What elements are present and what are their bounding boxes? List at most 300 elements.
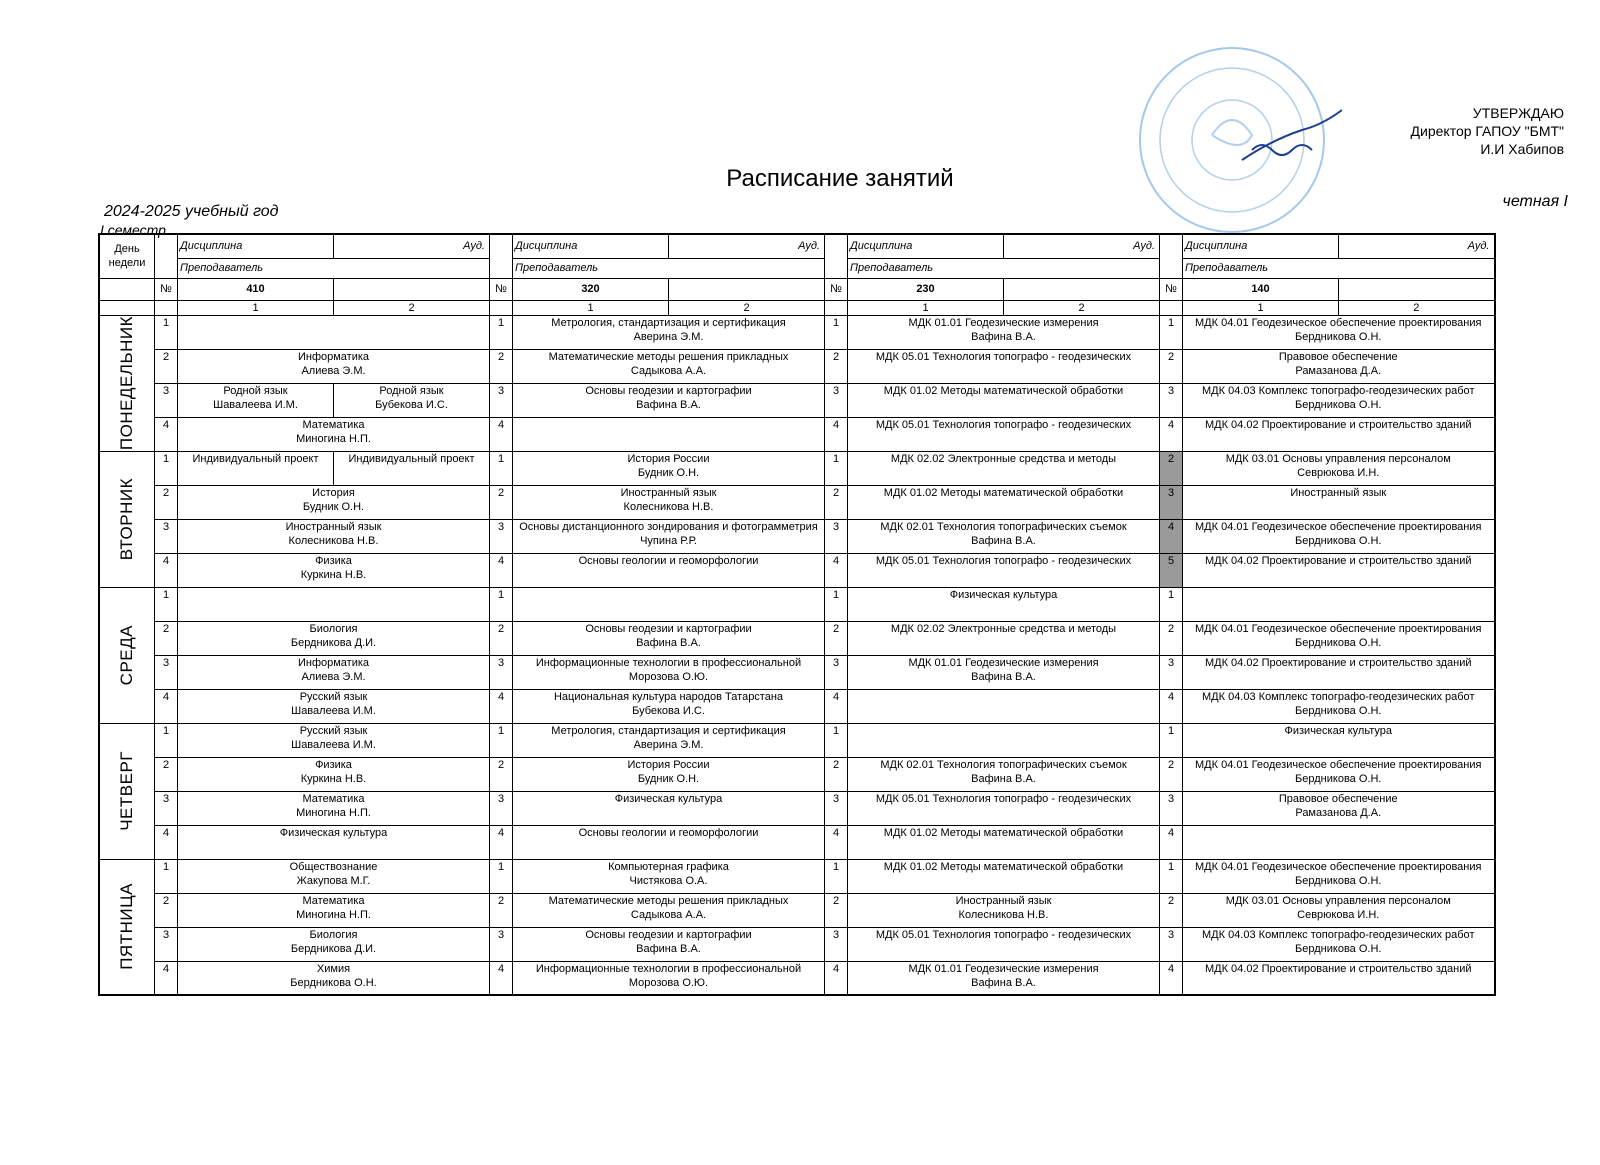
day-label — [99, 587, 155, 723]
discipline-name: МДК 05.01 Технология топографо - геодезических — [875, 418, 1132, 431]
lesson-cell — [513, 485, 825, 519]
day-label — [99, 859, 155, 995]
number-sign: № — [1160, 278, 1183, 300]
discipline-name: Метрология, стандартизация и сертификация — [551, 316, 786, 329]
lesson-cell — [178, 825, 490, 859]
lesson-cell — [1183, 825, 1495, 859]
teacher-header: Преподаватель — [848, 258, 1160, 278]
discipline-name: МДК 04.01 Геодезическое обеспечение проектирования — [1195, 520, 1482, 533]
lesson-number: 4 — [1160, 519, 1183, 553]
discipline-name: Иностранный язык — [285, 520, 382, 533]
lesson-cell — [848, 859, 1160, 893]
teacher-name: Вафина В.А. — [971, 534, 1036, 547]
lesson-number: 2 — [1160, 893, 1183, 927]
lesson-cell — [513, 655, 825, 689]
lesson-number: 1 — [155, 315, 178, 349]
lesson-number: 2 — [825, 893, 848, 927]
lesson-number: 4 — [155, 553, 178, 587]
lesson-number: 3 — [1160, 927, 1183, 961]
lesson-number: 3 — [825, 519, 848, 553]
lesson-cell — [513, 519, 825, 553]
discipline-name: Иностранный язык — [620, 486, 717, 499]
discipline-name: Информационные технологии в профессиональной — [535, 656, 802, 669]
lesson-number: 4 — [155, 417, 178, 451]
lesson-number: 3 — [825, 655, 848, 689]
day-name: ВТОРНИК — [117, 477, 136, 561]
lesson-number: 2 — [825, 485, 848, 519]
teacher-name: Вафина В.А. — [971, 772, 1036, 785]
discipline-name: МДК 04.01 Геодезическое обеспечение проектирования — [1195, 758, 1482, 771]
lesson-number: 1 — [825, 451, 848, 485]
lesson-cell — [848, 451, 1160, 485]
discipline-name: МДК 05.01 Технология топографо - геодезических — [875, 554, 1132, 567]
teacher-name: Алиева Э.М. — [301, 364, 366, 377]
lesson-cell — [178, 349, 490, 383]
lesson-cell — [1183, 927, 1495, 961]
lesson-number: 1 — [1160, 315, 1183, 349]
discipline-name: МДК 04.01 Геодезическое обеспечение проектирования — [1195, 622, 1482, 635]
teacher-name: Севрюкова И.Н. — [1297, 466, 1380, 479]
auditorium-header: Ауд. — [1004, 234, 1160, 258]
discipline-name: МДК 02.02 Электронные средства и методы — [890, 622, 1117, 635]
teacher-name: Куркина Н.В. — [300, 772, 367, 785]
auditorium-header: Ауд. — [334, 234, 490, 258]
lesson-cell — [178, 655, 490, 689]
discipline-name: Основы геодезии и картографии — [585, 622, 752, 635]
discipline-name: Математика — [302, 792, 365, 805]
teacher-name: Рамазанова Д.А. — [1295, 806, 1382, 819]
lesson-cell — [178, 791, 490, 825]
lesson-number: 2 — [490, 893, 513, 927]
discipline-name: Биология — [309, 622, 358, 635]
teacher-name: Бердникова О.Н. — [1295, 704, 1382, 717]
lesson-cell — [178, 519, 490, 553]
teacher-name: Вафина В.А. — [636, 636, 701, 649]
teacher-name: Бердникова О.Н. — [1295, 398, 1382, 411]
lesson-number: 1 — [490, 587, 513, 621]
approval-position: Директор ГАПОУ "БМТ" — [1410, 123, 1564, 139]
teacher-name: Бердникова О.Н. — [1295, 636, 1382, 649]
lesson-cell — [513, 791, 825, 825]
lesson-cell — [1183, 417, 1495, 451]
teacher-name: Будник О.Н. — [302, 500, 365, 513]
teacher-name: Миногина Н.П. — [296, 806, 371, 819]
lesson-cell — [178, 315, 490, 349]
lesson-number: 1 — [155, 587, 178, 621]
discipline-name: МДК 05.01 Технология топографо - геодезических — [875, 792, 1132, 805]
teacher-name: Миногина Н.П. — [296, 908, 371, 921]
lesson-number: 3 — [155, 927, 178, 961]
lesson-number: 3 — [825, 927, 848, 961]
empty-cell — [1339, 278, 1495, 300]
lesson-cell — [1183, 621, 1495, 655]
lesson-number: 4 — [155, 689, 178, 723]
lesson-cell — [513, 315, 825, 349]
discipline-name: Физика — [315, 758, 352, 771]
teacher-name: Вафина В.А. — [636, 942, 701, 955]
discipline-name: Обществознание — [289, 860, 378, 873]
discipline-name: Физическая культура — [1284, 724, 1392, 737]
lesson-number: 1 — [1160, 859, 1183, 893]
subgroup-2: 2 — [1004, 300, 1160, 315]
lesson-number: 4 — [490, 825, 513, 859]
lesson-number: 3 — [1160, 791, 1183, 825]
discipline-name: Иностранный язык — [1290, 486, 1387, 499]
auditorium-header: Ауд. — [1339, 234, 1495, 258]
lesson-cell — [513, 349, 825, 383]
discipline-name: История России — [627, 758, 710, 771]
number-sign: № — [155, 278, 178, 300]
teacher-name: Аверина Э.М. — [633, 738, 704, 751]
empty-cell — [334, 278, 490, 300]
subgroup-2: 2 — [669, 300, 825, 315]
discipline-name: МДК 01.02 Методы математической обработки — [883, 486, 1124, 499]
lesson-number: 4 — [825, 961, 848, 995]
lesson-cell — [848, 417, 1160, 451]
lesson-cell — [848, 689, 1160, 723]
teacher-name: Бердникова Д.И. — [290, 942, 377, 955]
discipline-name: Информационные технологии в профессиональной — [535, 962, 802, 975]
lesson-number: 2 — [1160, 621, 1183, 655]
lesson-cell — [178, 621, 490, 655]
approval-block — [1411, 104, 1564, 158]
discipline-name: МДК 03.01 Основы управления персоналом — [1225, 452, 1451, 465]
semester: I семестр — [100, 222, 166, 238]
lesson-number: 3 — [155, 791, 178, 825]
discipline-name: МДК 02.01 Технология топографических съемок — [880, 520, 1127, 533]
teacher-name: Шавалеева И.М. — [291, 704, 376, 717]
lesson-number: 4 — [490, 553, 513, 587]
lesson-cell — [1183, 485, 1495, 519]
lesson-cell — [848, 519, 1160, 553]
approval-line: УТВЕРЖДАЮ — [1472, 105, 1564, 121]
lesson-cell — [513, 893, 825, 927]
lesson-number: 2 — [825, 621, 848, 655]
discipline-name: МДК 02.02 Электронные средства и методы — [890, 452, 1117, 465]
number-sign: № — [490, 278, 513, 300]
lesson-cell — [178, 859, 490, 893]
teacher-name: Бердникова Д.И. — [290, 636, 377, 649]
lesson-cell — [178, 927, 490, 961]
discipline-name: Индивидуальный проект — [192, 452, 319, 465]
lesson-cell — [1183, 893, 1495, 927]
discipline-name: МДК 05.01 Технология топографо - геодезических — [875, 350, 1132, 363]
lesson-number: 1 — [825, 859, 848, 893]
lesson-number: 2 — [155, 893, 178, 927]
lesson-cell — [848, 553, 1160, 587]
lesson-cell — [513, 621, 825, 655]
lesson-cell — [513, 961, 825, 995]
discipline-name: Основы геологии и геоморфологии — [578, 554, 759, 567]
day-name: ПЯТНИЦА — [117, 883, 136, 971]
lesson-cell — [1183, 519, 1495, 553]
lesson-number: 2 — [490, 485, 513, 519]
teacher-name: Вафина В.А. — [971, 330, 1036, 343]
discipline-name: МДК 04.01 Геодезическое обеспечение проектирования — [1195, 316, 1482, 329]
lesson-cell — [1183, 451, 1495, 485]
teacher-name: Бердникова О.Н. — [1295, 772, 1382, 785]
empty-cell — [1004, 278, 1160, 300]
teacher-name: Шавалеева И.М. — [213, 398, 298, 411]
lesson-cell — [1183, 757, 1495, 791]
discipline-header: Дисциплина — [848, 234, 1004, 258]
lesson-cell — [513, 587, 825, 621]
teacher-name: Рамазанова Д.А. — [1295, 364, 1382, 377]
discipline-name: Математические методы решения прикладных — [548, 894, 789, 907]
empty-cell — [669, 278, 825, 300]
teacher-name: Жакупова М.Г. — [296, 874, 371, 887]
discipline-name: Биология — [309, 928, 358, 941]
discipline-name: Математика — [302, 418, 365, 431]
discipline-name: Химия — [316, 962, 351, 975]
lesson-number: 2 — [1160, 349, 1183, 383]
discipline-name: МДК 01.02 Методы математической обработки — [883, 826, 1124, 839]
subgroup-1: 1 — [513, 300, 669, 315]
subgroup-lesson — [334, 383, 490, 417]
discipline-name: Информатика — [297, 656, 370, 669]
discipline-name: Русский язык — [299, 724, 368, 737]
discipline-header: Дисциплина — [178, 234, 334, 258]
empty-cell — [825, 300, 848, 315]
subgroup-lesson — [334, 451, 490, 485]
lesson-number: 4 — [490, 689, 513, 723]
teacher-name: Севрюкова И.Н. — [1297, 908, 1380, 921]
lesson-number: 3 — [1160, 383, 1183, 417]
lesson-cell — [1183, 791, 1495, 825]
day-name: ПОНЕДЕЛЬНИК — [117, 315, 136, 451]
discipline-name: Физическая культура — [614, 792, 723, 805]
subgroup-lesson — [178, 451, 334, 485]
subgroup-2: 2 — [1339, 300, 1495, 315]
teacher-name: Бубекова И.С. — [632, 704, 705, 717]
stamp-icon — [1122, 40, 1342, 240]
lesson-number: 3 — [1160, 485, 1183, 519]
teacher-name: Садыкова А.А. — [630, 364, 707, 377]
lesson-number: 1 — [490, 723, 513, 757]
lesson-number: 3 — [825, 383, 848, 417]
lesson-number: 2 — [825, 757, 848, 791]
lesson-cell — [513, 859, 825, 893]
lesson-cell — [848, 791, 1160, 825]
teacher-name: Будник О.Н. — [637, 466, 700, 479]
lesson-number: 2 — [1160, 451, 1183, 485]
lesson-number: 2 — [490, 621, 513, 655]
discipline-name: МДК 04.03 Комплекс топографо-геодезических работ — [1202, 690, 1475, 703]
lesson-cell — [513, 383, 825, 417]
lesson-number: 4 — [490, 961, 513, 995]
lesson-number: 4 — [490, 417, 513, 451]
lesson-cell — [513, 417, 825, 451]
empty-cell — [490, 300, 513, 315]
lesson-cell — [848, 893, 1160, 927]
lesson-cell — [1183, 859, 1495, 893]
discipline-name: Основы геологии и геоморфологии — [578, 826, 759, 839]
empty-cell — [155, 300, 178, 315]
lesson-number: 3 — [490, 927, 513, 961]
lesson-number: 3 — [1160, 655, 1183, 689]
day-label — [99, 451, 155, 587]
lesson-cell — [178, 587, 490, 621]
day-label — [99, 315, 155, 451]
auditorium-header: Ауд. — [669, 234, 825, 258]
lesson-number: 3 — [155, 383, 178, 417]
teacher-header: Преподаватель — [178, 258, 490, 278]
teacher-name: Колесникова Н.В. — [623, 500, 714, 513]
lesson-number: 3 — [155, 655, 178, 689]
lesson-number: 1 — [155, 451, 178, 485]
lesson-number: 3 — [155, 519, 178, 553]
lesson-number: 4 — [155, 825, 178, 859]
teacher-header: Преподаватель — [513, 258, 825, 278]
discipline-name: Физическая культура — [279, 826, 388, 839]
lesson-cell — [848, 825, 1160, 859]
teacher-name: Чистякова О.А. — [629, 874, 708, 887]
lesson-cell — [848, 655, 1160, 689]
lesson-cell — [1183, 553, 1495, 587]
lesson-number: 4 — [825, 417, 848, 451]
teacher-name: Бердникова О.Н. — [1295, 874, 1382, 887]
lesson-cell — [178, 485, 490, 519]
lesson-cell — [513, 689, 825, 723]
discipline-name: Родной язык — [379, 384, 444, 397]
lesson-number: 2 — [825, 349, 848, 383]
teacher-name: Морозова О.Ю. — [628, 670, 709, 683]
lesson-cell — [178, 689, 490, 723]
lesson-number: 4 — [825, 825, 848, 859]
day-label — [99, 723, 155, 859]
teacher-name: Бубекова И.С. — [375, 398, 448, 411]
lesson-cell — [848, 587, 1160, 621]
lesson-cell — [513, 757, 825, 791]
lesson-header — [825, 234, 848, 278]
page-title: Расписание занятий — [726, 165, 954, 192]
teacher-name: Вафина В.А. — [636, 398, 701, 411]
lesson-cell — [848, 621, 1160, 655]
discipline-name: МДК 01.01 Геодезические измерения — [908, 656, 1099, 669]
lesson-number: 3 — [490, 383, 513, 417]
lesson-cell — [1183, 723, 1495, 757]
lesson-cell — [848, 723, 1160, 757]
discipline-name: МДК 04.02 Проектирование и строительство зданий — [1204, 418, 1472, 431]
teacher-name: Морозова О.Ю. — [628, 976, 709, 989]
lesson-number: 1 — [155, 859, 178, 893]
lesson-cell — [1183, 383, 1495, 417]
lesson-number: 1 — [1160, 723, 1183, 757]
subgroup-1: 1 — [178, 300, 334, 315]
teacher-name: Бердникова О.Н. — [1295, 330, 1382, 343]
lesson-cell — [848, 315, 1160, 349]
lesson-number: 4 — [825, 553, 848, 587]
lesson-number: 1 — [825, 315, 848, 349]
day-header: День недели — [99, 234, 155, 278]
discipline-name: Правовое обеспечение — [1278, 350, 1398, 363]
discipline-name: МДК 01.02 Методы математической обработки — [883, 860, 1124, 873]
lesson-cell — [1183, 961, 1495, 995]
discipline-name: Математика — [302, 894, 365, 907]
discipline-name: МДК 05.01 Технология топографо - геодезических — [875, 928, 1132, 941]
lesson-cell — [178, 417, 490, 451]
lesson-cell — [1183, 689, 1495, 723]
teacher-name: Бердникова О.Н. — [1295, 942, 1382, 955]
lesson-number: 1 — [1160, 587, 1183, 621]
approval-name: И.И Хабипов — [1480, 141, 1564, 157]
teacher-name: Чупина Р.Р. — [640, 534, 697, 547]
discipline-name: Индивидуальный проект — [348, 452, 475, 465]
lesson-number: 4 — [1160, 417, 1183, 451]
lesson-cell — [178, 723, 490, 757]
discipline-name: Метрология, стандартизация и сертификация — [551, 724, 786, 737]
lesson-number: 2 — [490, 757, 513, 791]
discipline-name: Основы геодезии и картографии — [585, 384, 752, 397]
teacher-name: Шавалеева И.М. — [291, 738, 376, 751]
lesson-cell — [1183, 587, 1495, 621]
group-number: 230 — [848, 278, 1004, 300]
discipline-name: Компьютерная графика — [608, 860, 729, 873]
empty-cell — [1160, 300, 1183, 315]
lesson-cell — [178, 553, 490, 587]
subgroup-lesson — [178, 383, 334, 417]
discipline-name: МДК 04.02 Проектирование и строительство зданий — [1204, 656, 1472, 669]
discipline-name: МДК 04.03 Комплекс топографо-геодезических работ — [1202, 384, 1475, 397]
discipline-name: Национальная культура народов Татарстана — [553, 690, 784, 703]
lesson-cell — [848, 383, 1160, 417]
lesson-number: 1 — [490, 859, 513, 893]
teacher-name: Вафина В.А. — [971, 670, 1036, 683]
lesson-cell — [848, 927, 1160, 961]
subgroup-1: 1 — [1183, 300, 1339, 315]
lesson-header — [155, 234, 178, 278]
teacher-name: Садыкова А.А. — [630, 908, 707, 921]
lesson-cell — [848, 757, 1160, 791]
lesson-header — [1160, 234, 1183, 278]
teacher-name: Бердникова О.Н. — [290, 976, 377, 989]
discipline-name: Математические методы решения прикладных — [548, 350, 789, 363]
teacher-name: Колесникова Н.В. — [288, 534, 379, 547]
discipline-name: История — [312, 486, 355, 499]
lesson-number: 2 — [490, 349, 513, 383]
group-number: 410 — [178, 278, 334, 300]
lesson-cell — [1183, 655, 1495, 689]
discipline-name: МДК 04.01 Геодезическое обеспечение проектирования — [1195, 860, 1482, 873]
discipline-name: Физическая культура — [949, 588, 1058, 601]
lesson-number: 3 — [490, 519, 513, 553]
number-sign: № — [825, 278, 848, 300]
lesson-number: 3 — [490, 655, 513, 689]
teacher-header: Преподаватель — [1183, 258, 1495, 278]
lesson-cell — [178, 757, 490, 791]
day-name: СРЕДА — [117, 624, 136, 686]
discipline-name: Родной язык — [223, 384, 288, 397]
lesson-number: 2 — [155, 621, 178, 655]
lesson-cell — [513, 927, 825, 961]
schedule-table — [98, 233, 1496, 996]
lesson-number: 1 — [825, 587, 848, 621]
lesson-cell — [1183, 349, 1495, 383]
lesson-number: 4 — [1160, 825, 1183, 859]
lesson-number: 1 — [155, 723, 178, 757]
lesson-cell — [1183, 315, 1495, 349]
lesson-cell — [848, 961, 1160, 995]
lesson-cell — [513, 825, 825, 859]
group-number: 320 — [513, 278, 669, 300]
discipline-header: Дисциплина — [1183, 234, 1339, 258]
week-parity: четная I — [1502, 193, 1568, 210]
lesson-number: 3 — [825, 791, 848, 825]
lesson-number: 5 — [1160, 553, 1183, 587]
lesson-number: 2 — [1160, 757, 1183, 791]
discipline-name: Физика — [315, 554, 352, 567]
teacher-name: Куркина Н.В. — [300, 568, 367, 581]
